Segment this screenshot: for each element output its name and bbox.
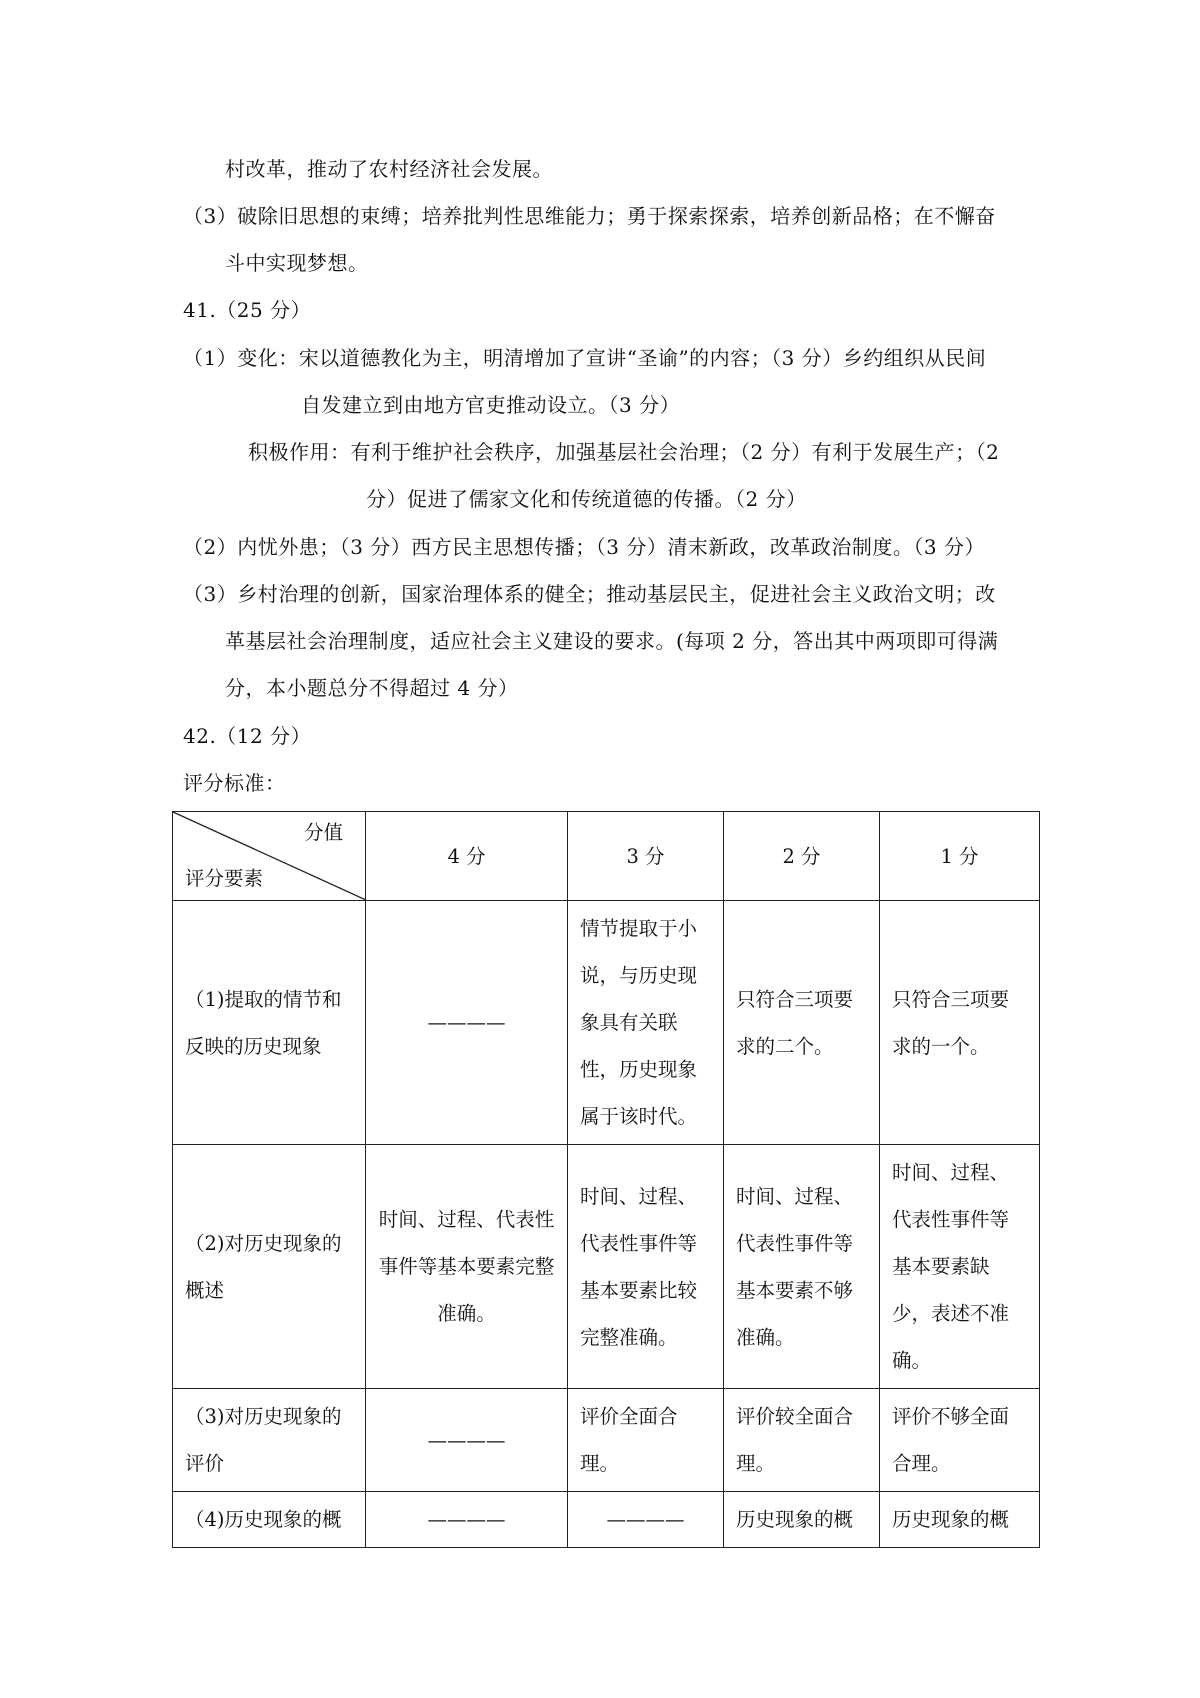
body-line: 村改革，推动了农村经济社会发展。 [225, 157, 553, 181]
body-line: 革基层社会治理制度，适应社会主义建设的要求。(每项 2 分，答出其中两项即可得满 [225, 629, 999, 653]
body-line: 分，本小题总分不得超过 4 分） [225, 676, 519, 700]
table-cell: 时间、过程、代表性事件等基本要素完整准确。 [366, 1145, 568, 1389]
table-header-cell: 1 分 [880, 812, 1040, 901]
table-cell: 时间、过程、代表性事件等基本要素不够准确。 [724, 1145, 880, 1389]
row-label-cell: （1)提取的情节和反映的历史现象 [173, 901, 366, 1145]
row-label-cell: （4)历史现象的概 [173, 1492, 366, 1548]
body-line: 斗中实现梦想。 [225, 251, 369, 275]
table-header-row [173, 812, 1040, 901]
table-header-cell: 2 分 [724, 812, 880, 901]
rubric-table [172, 811, 1040, 1548]
table-cell: 历史现象的概 [724, 1492, 880, 1548]
table-cell: 评价全面合理。 [568, 1389, 724, 1492]
body-line: 分）促进了儒家文化和传统道德的传播。（2 分） [366, 487, 807, 511]
body-line: 自发建立到由地方官吏推动设立。（3 分） [301, 393, 681, 417]
table-cell: 评价不够全面合理。 [880, 1389, 1040, 1492]
table-cell: 时间、过程、代表性事件等基本要素比较完整准确。 [568, 1145, 724, 1389]
table-corner-cell [173, 812, 366, 901]
table-header-cell: 3 分 [568, 812, 724, 901]
table-cell: ———— [366, 1389, 568, 1492]
body-line: （1）变化：宋以道德教化为主，明清增加了宣讲“圣谕”的内容；（3 分）乡约组织从民间 [183, 346, 987, 370]
row-label-cell: （2)对历史现象的概述 [173, 1145, 366, 1389]
table-cell: 情节提取于小说，与历史现象具有关联性，历史现象属于该时代。 [568, 901, 724, 1145]
table-cell: 历史现象的概 [880, 1492, 1040, 1548]
table-cell: ———— [366, 1492, 568, 1548]
body-line: （3）破除旧思想的束缚；培养批判性思维能力；勇于探索探索，培养创新品格；在不懈奋 [183, 204, 996, 228]
table-cell: 评价较全面合理。 [724, 1389, 880, 1492]
row-label-cell: （3)对历史现象的评价 [173, 1389, 366, 1492]
body-line: （2）内忧外患；（3 分）西方民主思想传播；（3 分）清末新政，改革政治制度。（3 分） [183, 535, 985, 559]
rubric-caption: 评分标准： [183, 771, 286, 795]
table-cell: 只符合三项要求的二个。 [724, 901, 880, 1145]
table-row [173, 1145, 1040, 1389]
question-heading: 42.（12 分） [183, 724, 312, 748]
table-cell: ———— [366, 901, 568, 1145]
body-line: 积极作用：有利于维护社会秩序，加强基层社会治理；（2 分）有利于发展生产；（2 [248, 440, 1000, 464]
table-cell: 时间、过程、代表性事件等基本要素缺少，表述不准确。 [880, 1145, 1040, 1389]
question-heading: 41.（25 分） [183, 298, 312, 322]
table-row [173, 1492, 1040, 1548]
table-row [173, 1389, 1040, 1492]
corner-top-label: 分值 [303, 821, 343, 844]
body-line: （3）乡村治理的创新，国家治理体系的健全；推动基层民主，促进社会主义政治文明；改 [183, 582, 996, 606]
table-cell: ———— [568, 1492, 724, 1548]
table-row [173, 901, 1040, 1145]
table-header-cell: 4 分 [366, 812, 568, 901]
table-cell: 只符合三项要求的一个。 [880, 901, 1040, 1145]
corner-bottom-label: 评分要素 [185, 867, 264, 890]
